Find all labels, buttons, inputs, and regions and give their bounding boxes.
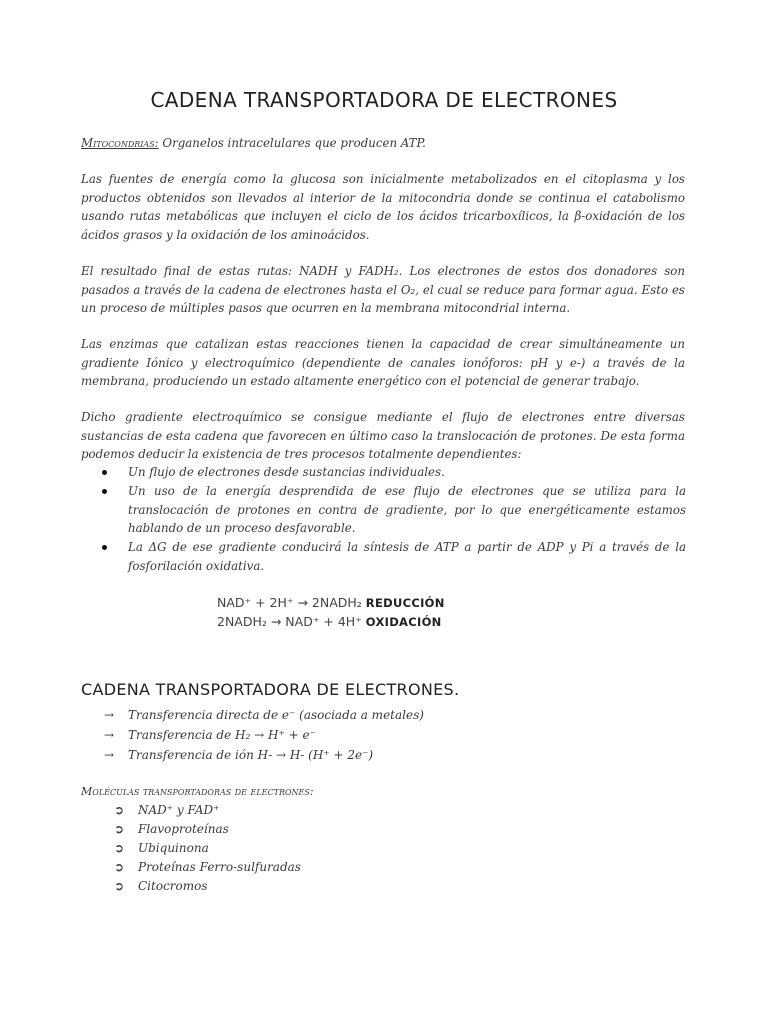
molecule-text: Ubiquinona [138,841,209,855]
bullet-text: Un uso de la energía desprendida de ese flujo de electrones que se utiliza para la translocación de protones en contra de gradiente, por lo que energéticamente estamos hablando de un proceso desfavorable. [128,484,686,535]
transfer-text: Transferencia de ión H- → H- (H⁺ + 2e⁻) [128,748,374,762]
bullet-item [102,463,686,482]
bullet-dot [102,470,107,475]
paragraph-1: Las fuentes de energía como la glucosa son inicialmente metabolizados en el citoplasma y los productos obtenidos son llevados al interior de la mitocondria donde se continua el catabolismo usando rutas metabólicas que incluyen el ciclo de los ácidos tricarboxílicos, la β-oxidación de los ácidos grasos y la oxidación de los aminoácidos. [81,172,685,242]
molecules-heading: Moléculas transportadoras de electrones: [81,785,314,798]
molecule-item [114,820,229,839]
arrow-right-icon: → [104,728,115,742]
bullet-item [102,482,686,538]
circled-arrow-icon: ➲ [114,860,125,874]
paragraph-3: Las enzimas que catalizan estas reacciones tienen la capacidad de crear simultáneamente un gradiente Iónico y electroquímico (dependiente de canales ionóforos: pH y e-) a través de la membrana, produciendo un estado altamente energético con el potencial de generar trabajo. [81,337,685,388]
arrow-right-icon: → [104,708,115,722]
bullet-dot [102,545,107,550]
transfer-text: Transferencia de H₂ → H⁺ + e⁻ [128,728,316,742]
page-title: CADENA TRANSPORTADORA DE ELECTRONES [150,88,618,112]
mitochondria-label: Mitocondrias: [81,136,159,150]
equation-formula: NAD⁺ + 2H⁺ → 2NADH₂ [217,595,362,610]
molecule-item [114,801,219,820]
mitochondria-definition [81,134,685,153]
arrow-right-icon: → [104,748,115,762]
bullet-text: La ΔG de ese gradiente conducirá la síntesis de ATP a partir de ADP y Pi a través de la fosforilación oxidativa. [128,540,686,573]
transfer-item [104,725,316,745]
mitochondria-text: Organelos intracelulares que producen ATP. [158,136,426,150]
molecule-item [114,858,301,877]
circled-arrow-icon: ➲ [114,879,125,893]
transfer-item [104,705,424,725]
molecule-text: Proteínas Ferro-sulfuradas [138,860,301,874]
molecule-text: Flavoproteínas [138,822,229,836]
molecule-text: Citocromos [138,879,208,893]
circled-arrow-icon: ➲ [114,803,125,817]
equation-label: OXIDACIÓN [365,615,442,629]
molecule-item [114,877,208,896]
molecule-text: NAD⁺ y FAD⁺ [138,803,220,817]
transfer-text: Transferencia directa de e⁻ (asociada a metales) [128,708,424,722]
circled-arrow-icon: ➲ [114,841,125,855]
equation-oxidation [217,612,442,632]
circled-arrow-icon: ➲ [114,822,125,836]
paragraph-2: El resultado final de estas rutas: NADH y FADH₂. Los electrones de estos dos donadores son pasados a través de la cadena de electrones hasta el O₂, el cual se reduce para formar agua. Esto es un proceso de múltiples pasos que ocurren en la membrana mitocondrial interna. [81,264,685,315]
bullet-dot [102,489,107,494]
molecule-item [114,839,209,858]
bullet-item [102,538,686,575]
section-heading: CADENA TRANSPORTADORA DE ELECTRONES. [81,680,460,699]
transfer-item [104,745,373,765]
bullet-text: Un flujo de electrones desde sustancias individuales. [128,465,445,479]
equation-label: REDUCCIÓN [365,596,445,610]
equation-formula: 2NADH₂ → NAD⁺ + 4H⁺ [217,614,362,629]
paragraph-4: Dicho gradiente electroquímico se consigue mediante el flujo de electrones entre diversas sustancias de esta cadena que favorecen en último caso la translocación de protones. De esta forma podemos deducir la existencia de tres procesos totalmente dependientes: [81,410,685,461]
equation-reduction [217,593,445,613]
